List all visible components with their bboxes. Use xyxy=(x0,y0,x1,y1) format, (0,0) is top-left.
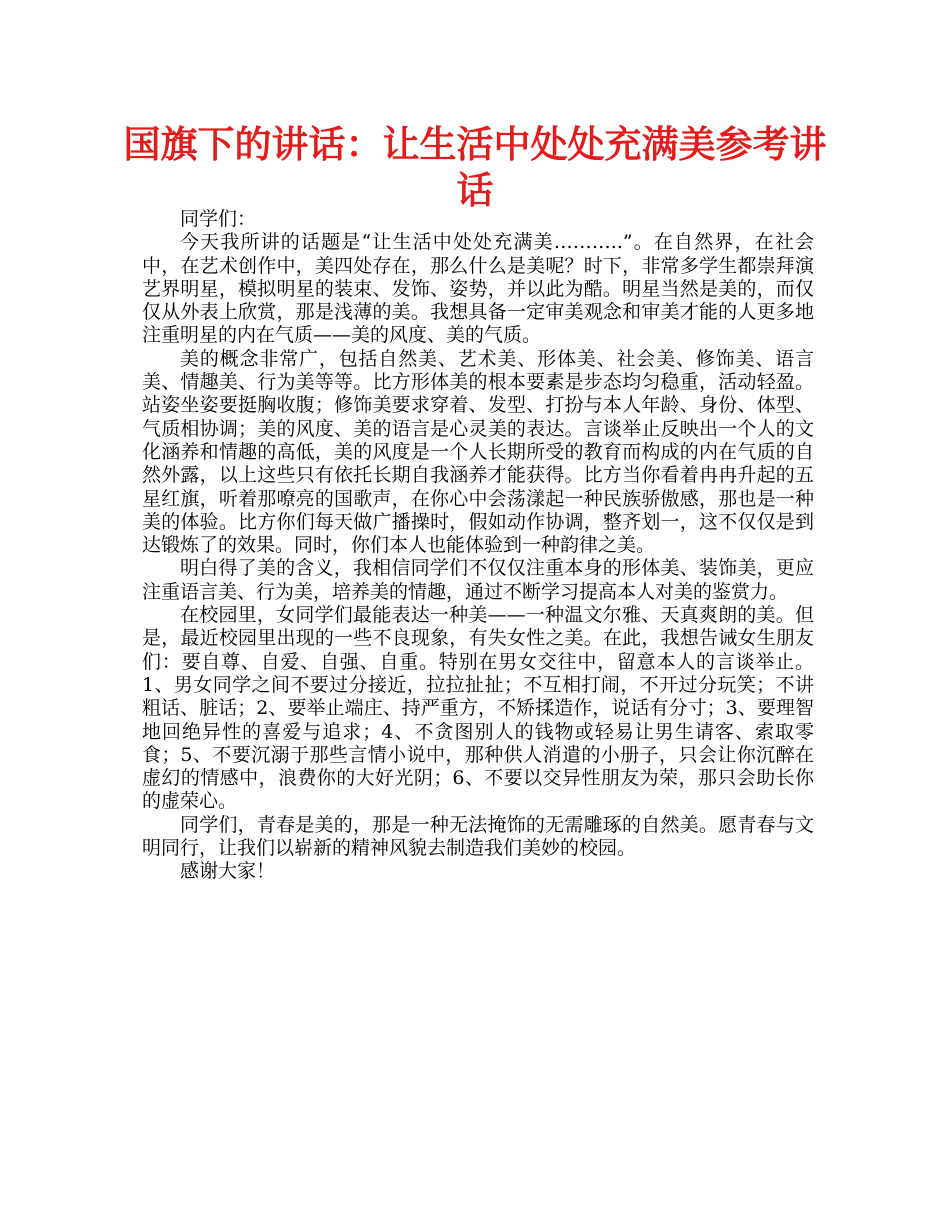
paragraph-greeting: 同学们： xyxy=(180,208,257,230)
document-title: 国旗下的讲话：让生活中处处充满美参考讲话 xyxy=(123,123,827,212)
paragraph-3: 明白得了美的含义，我相信同学们不仅仅注重本身的形体美、装饰美，更应注重语言美、行为美，培养美的情趣，通过不断学习提高本人对美的鉴赏力。 xyxy=(142,557,814,603)
paragraph-1: 今天我所讲的话题是“让生活中处处充满美………..”。在自然界，在社会中，在艺术创作中，美四处存在，那么什么是美呢？时下，非常多学生都崇拜演艺界明星，模拟明星的装束、发饰、姿势，并以此为酷。明星当然是美的，而仅仅从外表上欣赏，那是浅薄的美。我想具备一定审美观念和审美才能的人更多地注重明星的内在气质——美的风度、美的气质。 xyxy=(142,231,814,347)
paragraph-4: 在校园里，女同学们最能表达一种美——一种温文尔雅、天真爽朗的美。但是，最近校园里出现的一些不良现象，有失女性之美。在此，我想告诫女生朋友们：要自尊、自爱、自强、自重。特别在男女交往中，留意本人的言谈举止。1、男女同学之间不要过分接近，拉拉扯扯；不互相打闹，不开过分玩笑；不讲粗话、脏话；2、要举止端庄、持严重方，不矫揉造作，说话有分寸；3、要理智地回绝异性的喜爱与追求；4、不贪图别人的钱物或轻易让男生请客、索取零食；5、不要沉溺于那些言情小说中，那种供人消遣的小册子，只会让你沉醉在虚幻的情感中，浪费你的大好光阴；6、不要以交异性朋友为荣，那只会助长你的虚荣心。 xyxy=(142,604,814,813)
paragraph-closing: 感谢大家！ xyxy=(180,860,276,883)
paragraph-5: 同学们，青春是美的，那是一种无法掩饰的无需雕琢的自然美。愿青春与文明同行，让我们以崭新的精神风貌去制造我们美妙的校园。 xyxy=(142,813,814,860)
paragraph-2: 美的概念非常广，包括自然美、艺术美、形体美、社会美、修饰美、语言美、情趣美、行为美等等。比方形体美的根本要素是步态均匀稳重，活动轻盈。站姿坐姿要挺胸收腹；修饰美要求穿着、发型、打扮与本人年龄、身份、体型、气质相协调；美的风度、美的语言是心灵美的表达。言谈举止反映出一个人的文化涵养和情趣的高低，美的风度是一个人长期所受的教育而构成的内在气质的自然外露，以上这些只有依托长期自我涵养才能获得。比方当你看着冉冉升起的五星红旗，听着那嘹亮的国歌声，在你心中会荡漾起一种民族骄傲感，那也是一种美的体验。比方你们每天做广播操时，假如动作协调，整齐划一，这不仅仅是到达锻炼了的效果。同时，你们本人也能体验到一种韵律之美。 xyxy=(142,347,814,557)
document-body xyxy=(142,208,814,884)
